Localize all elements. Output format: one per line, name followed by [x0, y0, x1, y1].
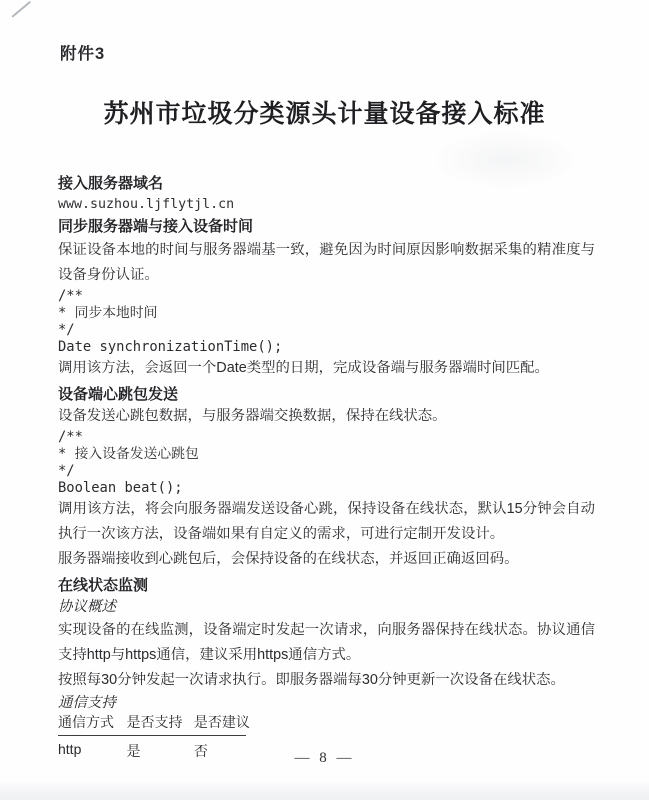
subheading-protocol-overview: 协议概述 [58, 599, 116, 615]
heading-heartbeat: 设备端心跳包发送 [58, 386, 179, 403]
table-cell: 否 [193, 743, 208, 759]
table-header-cell: 是否支持 [126, 714, 183, 730]
heading-time-sync: 同步服务器端与接入设备时间 [58, 218, 254, 235]
table-header-row [58, 712, 250, 736]
code-line: /** [58, 429, 83, 445]
subheading-comm-support: 通信支持 [58, 695, 116, 711]
scan-edge-shadow [0, 780, 649, 800]
code-line: Boolean beat(); [58, 480, 183, 496]
code-line: /** [58, 288, 83, 304]
server-domain-url: www.suzhou.ljflytjl.cn [58, 197, 235, 212]
document-title: 苏州市垃圾分类源头计量设备接入标准 [103, 101, 546, 128]
code-line: * 同步本地时间 [58, 305, 158, 321]
code-line: Date synchronizationTime(); [58, 339, 283, 355]
paragraph-heartbeat-note2: 服务器端接收到心跳包后，会保持设备的在线状态，并返回正确返回码。 [58, 551, 519, 567]
document-body [58, 174, 595, 761]
table-header-cell: 通信方式 [58, 714, 114, 730]
paragraph-heartbeat-note1: 调用该方法，将会向服务器端发送设备心跳，保持设备在线状态，默认15分钟会自动执行一次该方法，设备端如果有自定义的需求，可进行定制开发设计。 [58, 501, 595, 542]
table-header-cell: 是否建议 [193, 714, 250, 730]
heading-server-domain: 接入服务器域名 [58, 175, 164, 192]
attachment-label: 附件3 [60, 45, 106, 63]
code-block-time-sync [58, 288, 595, 356]
paragraph-heartbeat-intro: 设备发送心跳包数据，与服务器端交换数据，保持在线状态。 [58, 408, 447, 424]
paragraph-protocol-para1: 实现设备的在线监测，设备端定时发起一次请求，向服务器保持在线状态。协议通信支持http与https通信，建议采用https通信方式。 [58, 622, 595, 663]
code-line: */ [58, 463, 75, 479]
code-block-heartbeat [58, 429, 595, 497]
code-line: * 接入设备发送心跳包 [58, 446, 199, 462]
heading-online-monitor: 在线状态监测 [58, 577, 149, 594]
table-cell: 是 [126, 743, 141, 759]
paragraph-protocol-para2: 按照每30分钟发起一次请求执行。即服务器端每30分钟更新一次设备在线状态。 [58, 672, 565, 688]
page-number: — 8 — [294, 750, 355, 766]
paragraph-time-sync-intro: 保证设备本地的时间与服务器端基一致，避免因为时间原因影响数据采集的精准度与设备身份认证。 [58, 242, 595, 283]
scan-artifact-mark [11, 1, 31, 18]
paragraph-time-sync-note: 调用该方法，会返回一个Date类型的日期，完成设备端与服务器端时间匹配。 [58, 360, 549, 376]
table-cell: http [58, 741, 82, 757]
code-line: */ [58, 322, 75, 338]
